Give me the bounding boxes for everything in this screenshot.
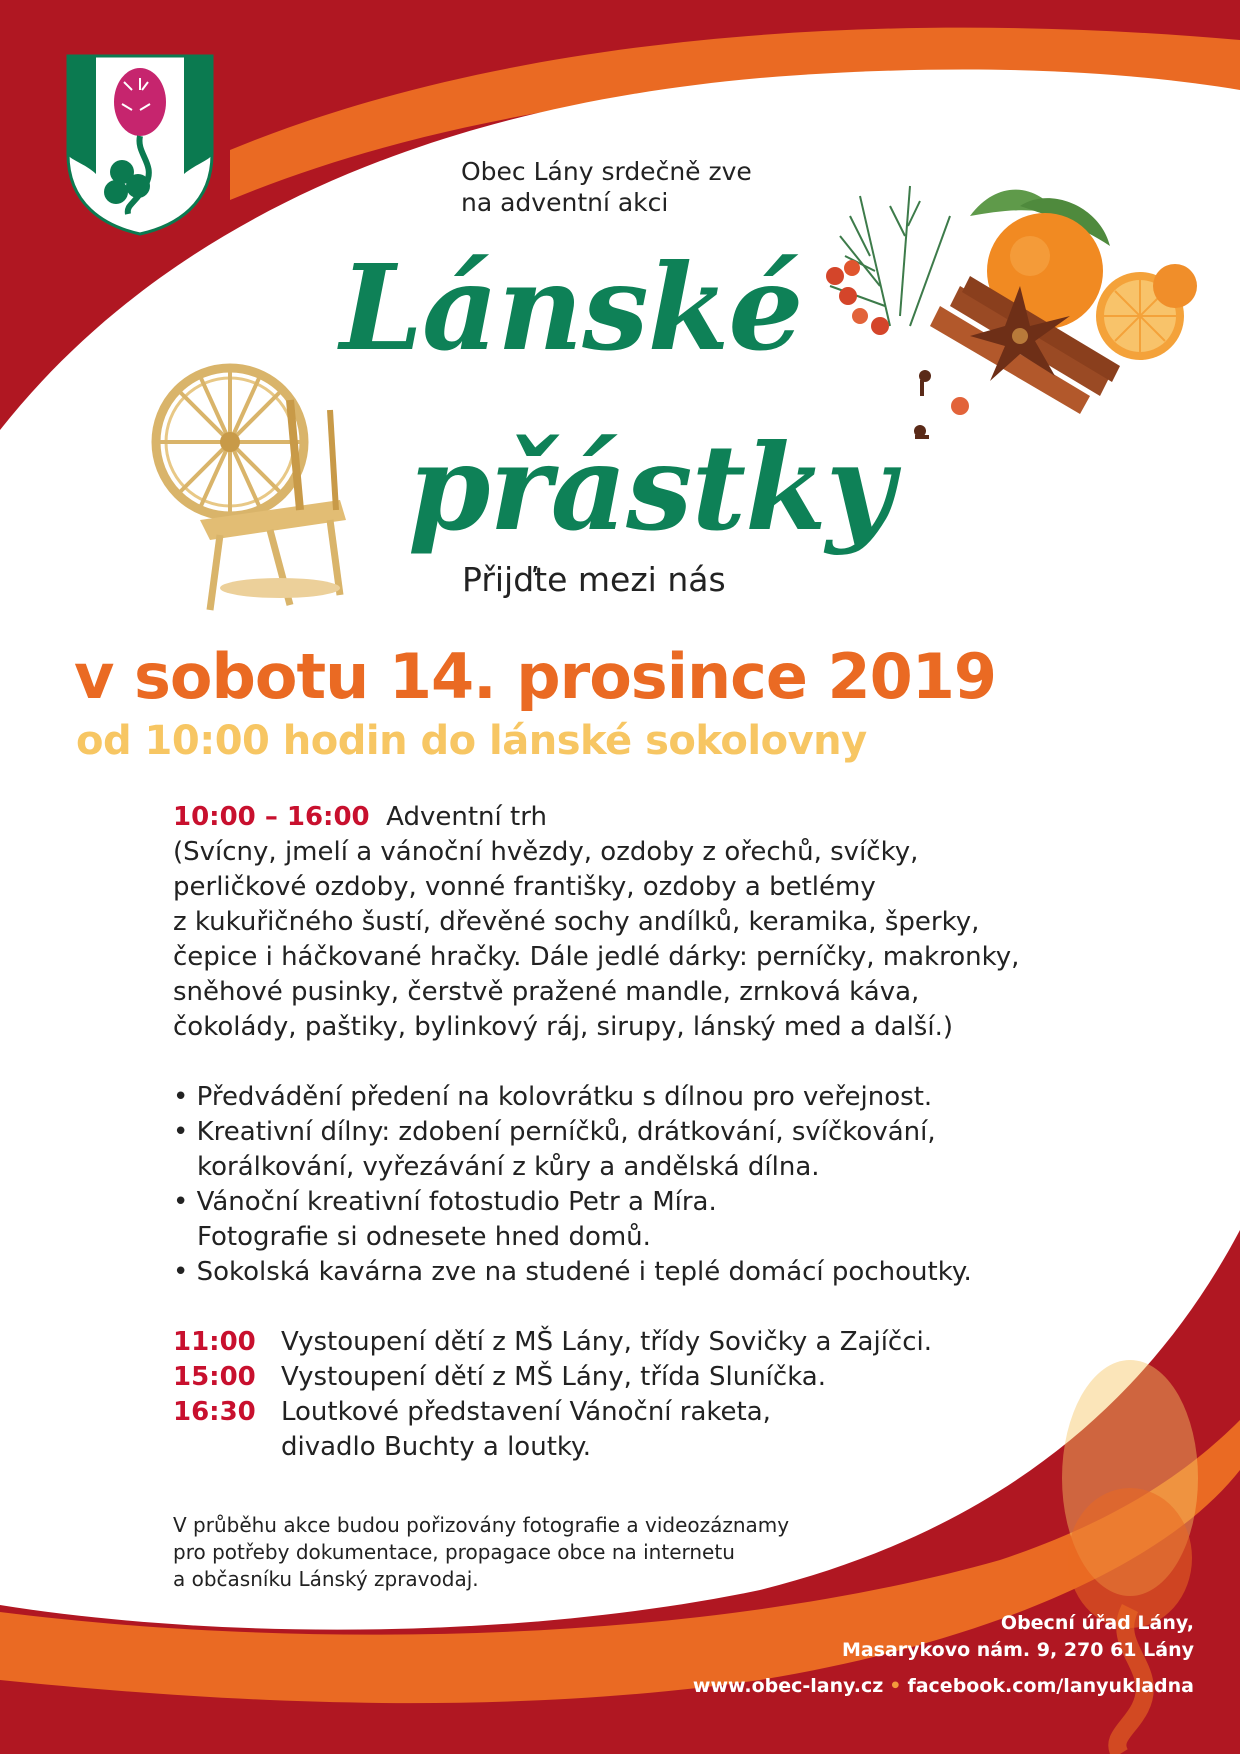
event-title-line-1: Lánské xyxy=(340,238,803,377)
notice-line: pro potřeby dokumentace, propagace obce na internetu xyxy=(173,1540,735,1564)
schedule-time: 16:30 xyxy=(173,1397,256,1427)
spinning-wheel-icon xyxy=(140,360,360,620)
notice-line: a občasníku Lánský zpravodaj. xyxy=(173,1567,479,1591)
facebook-link[interactable]: facebook.com/lanyukladna xyxy=(907,1675,1194,1697)
schedule-row xyxy=(173,1430,1123,1465)
crest-icon xyxy=(66,54,214,236)
intro-line-1: Obec Lány srdečně zve xyxy=(461,157,752,186)
office-line-1: Obecní úřad Lány, xyxy=(1000,1612,1194,1634)
intro-line-2: na adventní akci xyxy=(461,188,669,217)
schedule-time xyxy=(173,1430,281,1465)
office-address xyxy=(842,1610,1194,1664)
schedule-text: divadlo Buchty a loutky. xyxy=(281,1432,591,1462)
website-link[interactable]: www.obec-lany.cz xyxy=(692,1675,884,1697)
market-time: 10:00 – 16:00 xyxy=(173,802,370,832)
separator-dot: • xyxy=(889,1675,902,1697)
market-item-line: čepice i háčkované hračky. Dále jedlé dárky: perníčky, makronky, xyxy=(173,942,1020,972)
bullet-line: • Sokolská kavárna zve na studené i teplé domácí pochoutky. xyxy=(173,1257,972,1287)
market-label: Adventní trh xyxy=(386,802,547,832)
event-time-place: od 10:00 hodin do lánské sokolovny xyxy=(76,718,867,764)
market-heading xyxy=(173,800,1123,835)
footer-links xyxy=(693,1675,1194,1697)
office-line-2: Masarykovo nám. 9, 270 61 Lány xyxy=(841,1639,1194,1661)
bullet-line: • Vánoční kreativní fotostudio Petr a Míra. xyxy=(173,1187,717,1217)
schedule-row xyxy=(173,1360,1123,1395)
market-item-line: perličkové ozdoby, vonné františky, ozdoby a betlémy xyxy=(173,872,876,902)
market-item-line: z kukuřičného šustí, dřevěné sochy andílků, keramika, šperky, xyxy=(173,907,980,937)
market-item-line: čokolády, paštiky, bylinkový ráj, sirupy, lánský med a další.) xyxy=(173,1012,953,1042)
market-item-line: sněhové pusinky, čerstvě pražené mandle, zrnková káva, xyxy=(173,977,920,1007)
photo-notice xyxy=(173,1512,789,1593)
subtitle: Přijďte mezi nás xyxy=(462,560,726,599)
schedule-time: 11:00 xyxy=(173,1327,256,1357)
schedule-row xyxy=(173,1325,1123,1360)
bullet-line: • Předvádění předení na kolovrátku s dílnou pro veřejnost. xyxy=(173,1082,933,1112)
bullet-line: • Kreativní dílny: zdobení perníčků, drátkování, svíčkování, xyxy=(173,1117,936,1147)
event-date: v sobotu 14. prosince 2019 xyxy=(74,640,997,713)
notice-line: V průběhu akce budou pořizovány fotografie a videozáznamy xyxy=(173,1513,790,1537)
schedule-text: Vystoupení dětí z MŠ Lány, třída Sluníčka. xyxy=(281,1362,826,1392)
program xyxy=(173,800,1123,1465)
schedule-row xyxy=(173,1395,1123,1430)
intro-text xyxy=(461,156,752,218)
market-item-line: (Svícny, jmelí a vánoční hvězdy, ozdoby z ořechů, svíčky, xyxy=(173,837,919,867)
schedule-time: 15:00 xyxy=(173,1362,256,1392)
event-title-line-2: přástky xyxy=(408,418,894,557)
schedule-text: Loutkové představení Vánoční raketa, xyxy=(281,1397,771,1427)
schedule-text: Vystoupení dětí z MŠ Lány, třídy Sovičky a Zajíčci. xyxy=(281,1327,933,1357)
bullet-line: Fotografie si odnesete hned domů. xyxy=(197,1222,651,1252)
bullet-line: korálkování, vyřezávání z kůry a andělská dílna. xyxy=(197,1152,820,1182)
